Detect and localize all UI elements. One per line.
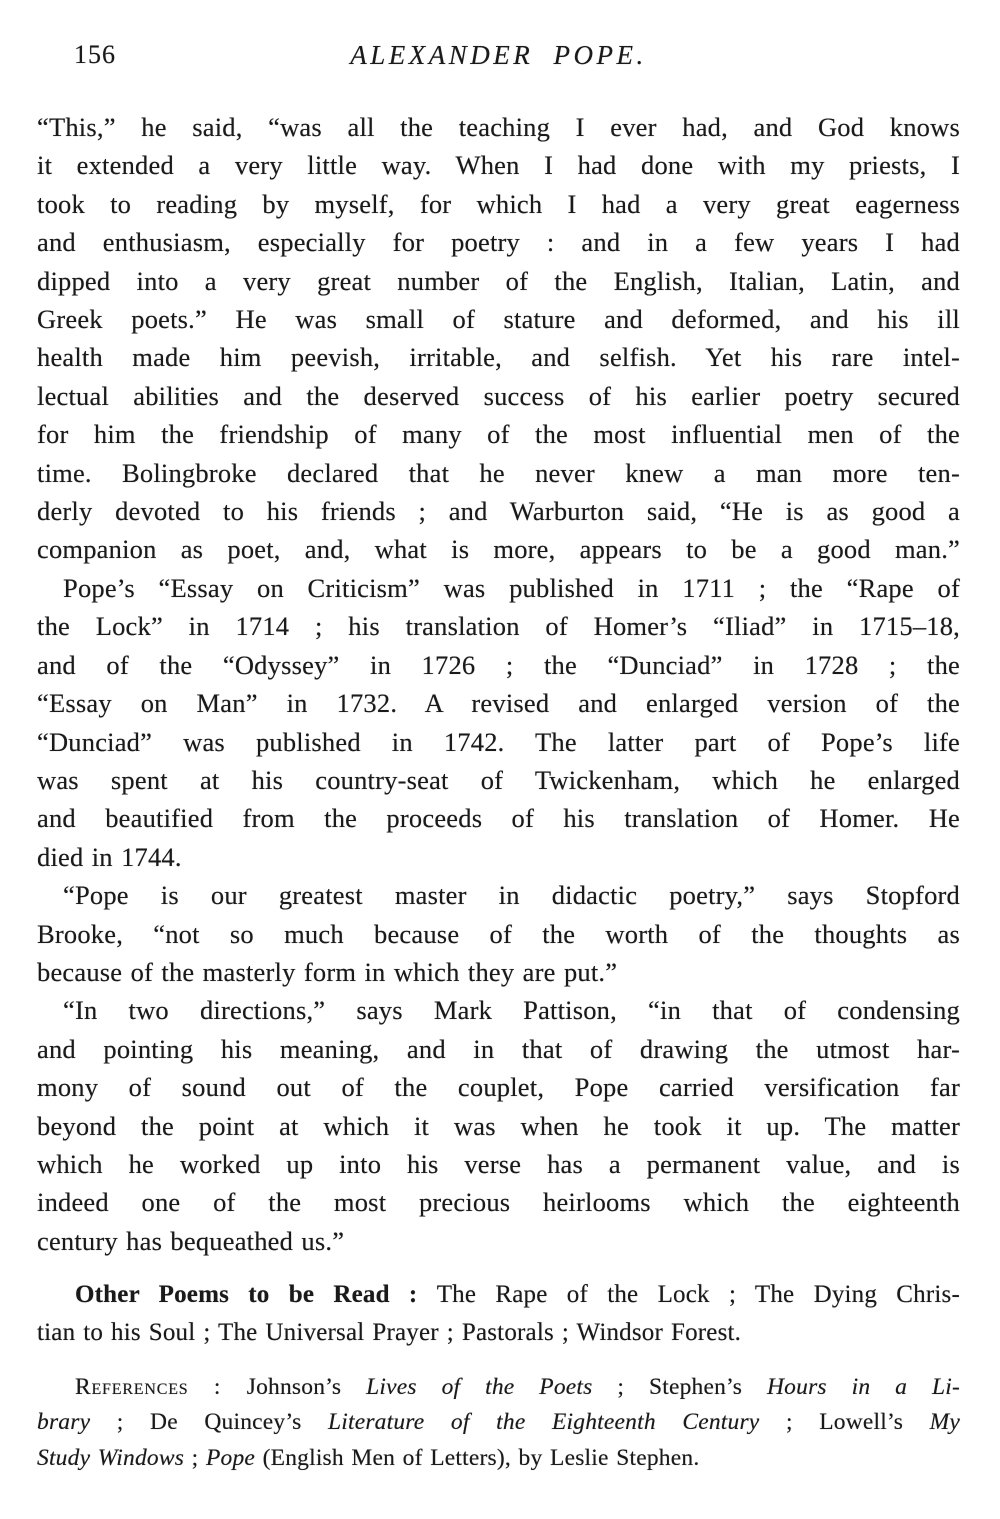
text-line: mony of sound out of the couplet, Pope carried versification far bbox=[37, 1072, 960, 1103]
text-line: Brooke, “not so much because of the worth of the thoughts as bbox=[37, 918, 960, 949]
text-line: century has bequeathed us.” bbox=[37, 1225, 345, 1256]
text-line: “This,” he said, “was all the teaching I ever had, and God knows bbox=[37, 112, 960, 142]
other-poems-section bbox=[37, 1276, 960, 1352]
references-text: (English Men of Letters), by Leslie Stephen. bbox=[255, 1444, 700, 1471]
references-text: ; Lowell’s bbox=[759, 1409, 930, 1436]
running-header: ALEXANDER POPE. bbox=[350, 40, 647, 70]
book-title-italic: Pope bbox=[205, 1444, 256, 1471]
page-header-row bbox=[37, 40, 960, 74]
text-line: indeed one of the most precious heirlooms which the eighteenth bbox=[37, 1187, 960, 1218]
references-text: ; Stephen’s bbox=[592, 1374, 767, 1401]
text-line: took to reading by myself, for which I had a very great eagerness bbox=[37, 188, 960, 219]
text-line: Pope’s “Essay on Criticism” was published in 1711 ; the “Rape of bbox=[63, 572, 960, 603]
text-line: dipped into a very great number of the English, Italian, Latin, and bbox=[37, 265, 960, 296]
book-title-italic: Hours in a Li- bbox=[767, 1374, 960, 1401]
text-line: Greek poets.” He was small of stature and deformed, and his ill bbox=[37, 304, 960, 335]
paragraph-4 bbox=[37, 991, 960, 1260]
text-line: companion as poet, and, what is more, appears to be a good man.” bbox=[37, 534, 960, 565]
text-line: derly devoted to his friends ; and Warburton said, “He is as good a bbox=[37, 496, 960, 527]
text-line: which he worked up into his verse has a permanent value, and is bbox=[37, 1148, 960, 1179]
text-line: it extended a very little way. When I had done with my priests, I bbox=[37, 150, 960, 181]
book-title-italic: Study Windows bbox=[37, 1444, 185, 1471]
other-poems-label: Other Poems to be Read : bbox=[75, 1281, 437, 1309]
text-line: the Lock” in 1714 ; his translation of Homer’s “Iliad” in 1715–18, bbox=[37, 611, 960, 642]
text-line: was spent at his country-seat of Twickenham, which he enlarged bbox=[37, 764, 960, 795]
text-line: and pointing his meaning, and in that of drawing the utmost har- bbox=[37, 1033, 960, 1064]
text-line: for him the friendship of many of the most influential men of the bbox=[37, 419, 960, 450]
paragraph-2 bbox=[37, 569, 960, 876]
text-line bbox=[37, 1441, 960, 1476]
references-section bbox=[37, 1370, 960, 1476]
text-line: health made him peevish, irritable, and selfish. Yet his rare intel- bbox=[37, 342, 960, 373]
book-title-italic: My bbox=[929, 1409, 960, 1436]
book-title-italic: brary bbox=[37, 1409, 91, 1436]
text-line bbox=[37, 1276, 960, 1314]
text-line: time. Bolingbroke declared that he never knew a man more ten- bbox=[37, 457, 960, 488]
book-title-italic: Lives of the Poets bbox=[366, 1374, 593, 1401]
references-text: ; De Quincey’s bbox=[90, 1409, 328, 1436]
text-line: “Dunciad” was published in 1742. The latter part of Pope’s life bbox=[37, 726, 960, 757]
page-number: 156 bbox=[74, 40, 116, 69]
text-line: because of the masterly form in which they are put.” bbox=[37, 956, 618, 987]
text-line: “Pope is our greatest master in didactic poetry,” says Stopford bbox=[63, 880, 960, 911]
text-line: and of the “Odyssey” in 1726 ; the “Dunciad” in 1728 ; the bbox=[37, 649, 960, 680]
text-line: beyond the point at which it was when he took it up. The matter bbox=[37, 1110, 960, 1141]
paragraph-3 bbox=[37, 876, 960, 991]
text-line: died in 1744. bbox=[37, 841, 182, 872]
text-line: and beautified from the proceeds of his translation of Homer. He bbox=[37, 803, 960, 834]
references-label: References : bbox=[75, 1374, 247, 1401]
text-line: lectual abilities and the deserved success of his earlier poetry secured bbox=[37, 380, 960, 411]
text-line bbox=[37, 1405, 960, 1440]
text-line bbox=[37, 1370, 960, 1405]
references-text: Johnson’s bbox=[246, 1374, 367, 1401]
text-line: tian to his Soul ; The Universal Prayer ; Pastorals ; Windsor Forest. bbox=[37, 1319, 742, 1347]
text-line: “Essay on Man” in 1732. A revised and enlarged version of the bbox=[37, 688, 960, 719]
other-poems-text: The Rape of the Lock ; The Dying Chris- bbox=[436, 1281, 960, 1309]
text-line: “In two directions,” says Mark Pattison, “in that of condensing bbox=[63, 995, 960, 1026]
body-text bbox=[37, 108, 960, 1260]
paragraph-1 bbox=[37, 108, 960, 569]
book-title-italic: Literature of the Eighteenth Century bbox=[327, 1409, 760, 1436]
text-line: and enthusiasm, especially for poetry : and in a few years I had bbox=[37, 227, 960, 258]
references-text: ; bbox=[184, 1444, 206, 1471]
page-content bbox=[0, 40, 1000, 1476]
